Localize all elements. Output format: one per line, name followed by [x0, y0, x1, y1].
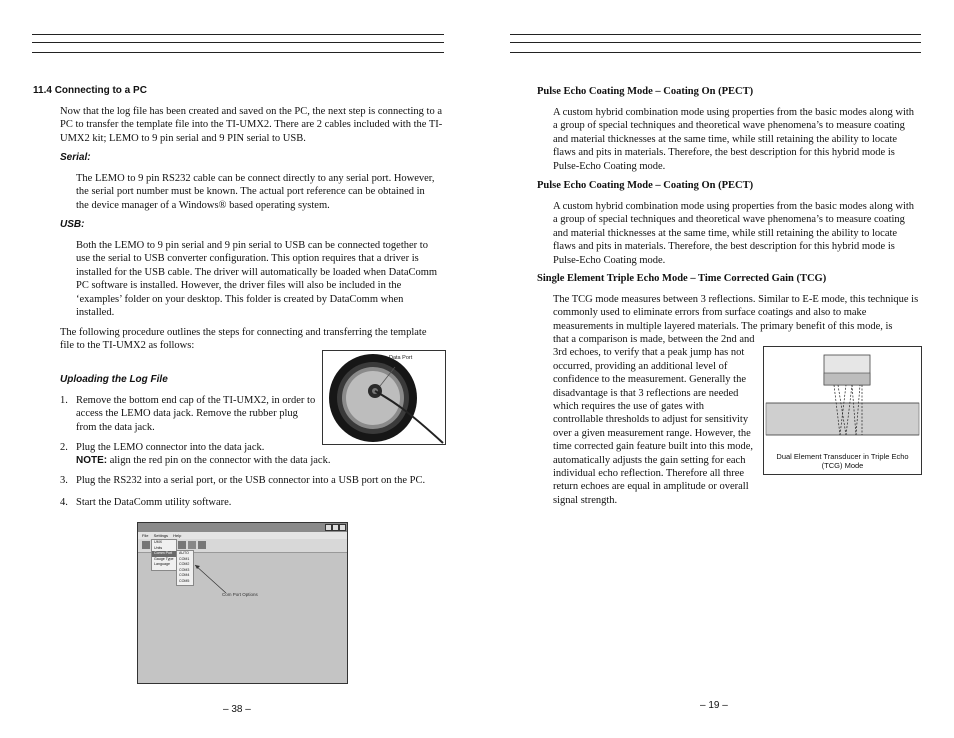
section-heading: 11.4 Connecting to a PC — [33, 85, 147, 96]
page-number-left: – 38 – — [223, 704, 251, 715]
upload-heading: Uploading the Log File — [60, 374, 168, 385]
header-rule — [510, 42, 921, 43]
tcg-figure-caption: Dual Element Transducer in Triple Echo (TCG) Mode — [776, 452, 909, 470]
serial-paragraph: The LEMO to 9 pin RS232 cable can be connect directly to any serial port. However, the serial port number must be known. The actual port reference can be obtained in the device manager of a Windows® based operating system. — [76, 173, 435, 211]
port-item: COM5 — [179, 578, 190, 583]
datacomm-screenshot — [137, 522, 348, 684]
step-text: Start the DataComm utility software. — [76, 497, 232, 508]
tcg-paragraph-full: The TCG mode measures between 3 reflections. Similar to E-E mode, this technique is commonly used to eliminate errors from surface coatings and also to make measurements in multiple layered materials. The primary benefit of this mode, is — [553, 294, 919, 332]
settings-item: Comm Port — [152, 551, 176, 557]
pect-paragraph-1: A custom hybrid combination mode using properties from the basic modes along with a group of special techniques and theoretical wave phenomena’s to measure coating and material thicknesses at the same time, while still retaining the ability to locate flaws and pits in materials. Therefore, the best description for this hybrid mode is Pulse-Echo Coating mode. — [553, 107, 915, 172]
pect-heading-1: Pulse Echo Coating Mode – Coating On (PECT) — [537, 86, 754, 97]
step-2 — [60, 441, 440, 468]
usb-heading: USB: — [60, 219, 85, 230]
port-item: COM1 — [179, 556, 190, 561]
callout-label: Com Port Options — [222, 592, 258, 597]
step-number: 1. — [60, 395, 68, 406]
header-rule — [510, 34, 921, 35]
serial-heading: Serial: — [60, 152, 91, 163]
port-item: AUTO — [179, 551, 189, 555]
port-item: COM4 — [179, 573, 190, 577]
pect-paragraph-2: A custom hybrid combination mode using properties from the basic modes along with a group of special techniques and theoretical wave phenomena’s to measure coating and material thicknesses at the same time, while still retaining the ability to locate flaws and pits in materials. Therefore, the best description for this hybrid mode is Pulse-Echo Coating mode. — [553, 201, 915, 266]
transducer-illustration — [764, 347, 921, 447]
menu-file: File — [142, 533, 149, 538]
header-rule — [32, 42, 444, 43]
step-4 — [60, 496, 440, 509]
page-number-right: – 19 – — [700, 700, 728, 711]
step-3 — [60, 474, 450, 487]
callout-arrow — [138, 523, 347, 683]
step-text: Plug the LEMO connector into the data jack. — [76, 442, 265, 453]
header-rule — [32, 52, 444, 53]
data-port-illustration — [323, 351, 445, 444]
settings-item: Units — [154, 545, 163, 550]
header-rule — [510, 52, 921, 53]
procedure-intro: The following procedure outlines the steps for connecting and transferring the template file to the TI-UMX2 as follows: — [60, 327, 427, 352]
port-item: COM3 — [179, 567, 190, 572]
step-1 — [60, 394, 322, 434]
note-label: NOTE: — [76, 455, 108, 467]
settings-item: Language — [154, 562, 170, 566]
pect-heading-2: Pulse Echo Coating Mode – Coating On (PECT) — [537, 180, 754, 191]
menu-settings: Settings — [153, 533, 169, 538]
settings-item: Gauge Type — [154, 556, 174, 561]
tcg-figure — [763, 346, 922, 475]
tcg-heading: Single Element Triple Echo Mode – Time Corrected Gain (TCG) — [537, 273, 827, 284]
data-port-label: Data Port — [389, 355, 413, 361]
note-text: align the red pin on the connector with the data jack. — [107, 455, 331, 467]
usb-paragraph: Both the LEMO to 9 pin serial and 9 pin serial to USB can be connected together to use the serial to USB converter configuration. This option requires that a driver is installed for the USB cable. The driver will automatically be loaded when DataComm PC software is installed. However, the driver files will also be included in the ‘examples’ folder on your desktop. This folder is created by DataComm when installed. — [76, 240, 438, 319]
menu-help: Help — [173, 533, 182, 538]
tcg-paragraph-wrap: that a comparison is made, between the 2nd and 3rd echoes, to verify that a peak jump has not occurred, providing an additional level of confidence to the measurement. Generally the disadvantage is that 3 reflections are needed which requires the use of gates with controllable thresholds to adjust for sensitivity over a given measurement range. However, the time corrected gain feature built into this mode, automatically adjusts the gain setting for each individual echo reflection. Therefore all three return echoes are equal in amplitude or overall signal strength. — [553, 334, 755, 506]
step-text: Plug the RS232 into a serial port, or the USB connector into a USB port on the PC. — [76, 475, 426, 486]
step-text: Remove the bottom end cap of the TI-UMX2, in order to access the LEMO data jack. Remove the rubber plug from the data jack. — [76, 395, 316, 433]
step-number: 2. — [60, 442, 68, 453]
step-number: 3. — [60, 475, 68, 486]
data-port-photo — [322, 350, 446, 445]
settings-item: UMX — [154, 540, 162, 544]
intro-paragraph: Now that the log file has been created and saved on the PC, the next step is connecting to a PC to transfer the template file into the TI-UMX2. There are 2 cables included with the TI-UMX2 kit; LEMO to 9 pin serial and 9 PIN serial to USB. — [60, 106, 443, 144]
step-number: 4. — [60, 497, 68, 508]
header-rule — [32, 34, 444, 35]
port-item: COM2 — [179, 562, 190, 566]
